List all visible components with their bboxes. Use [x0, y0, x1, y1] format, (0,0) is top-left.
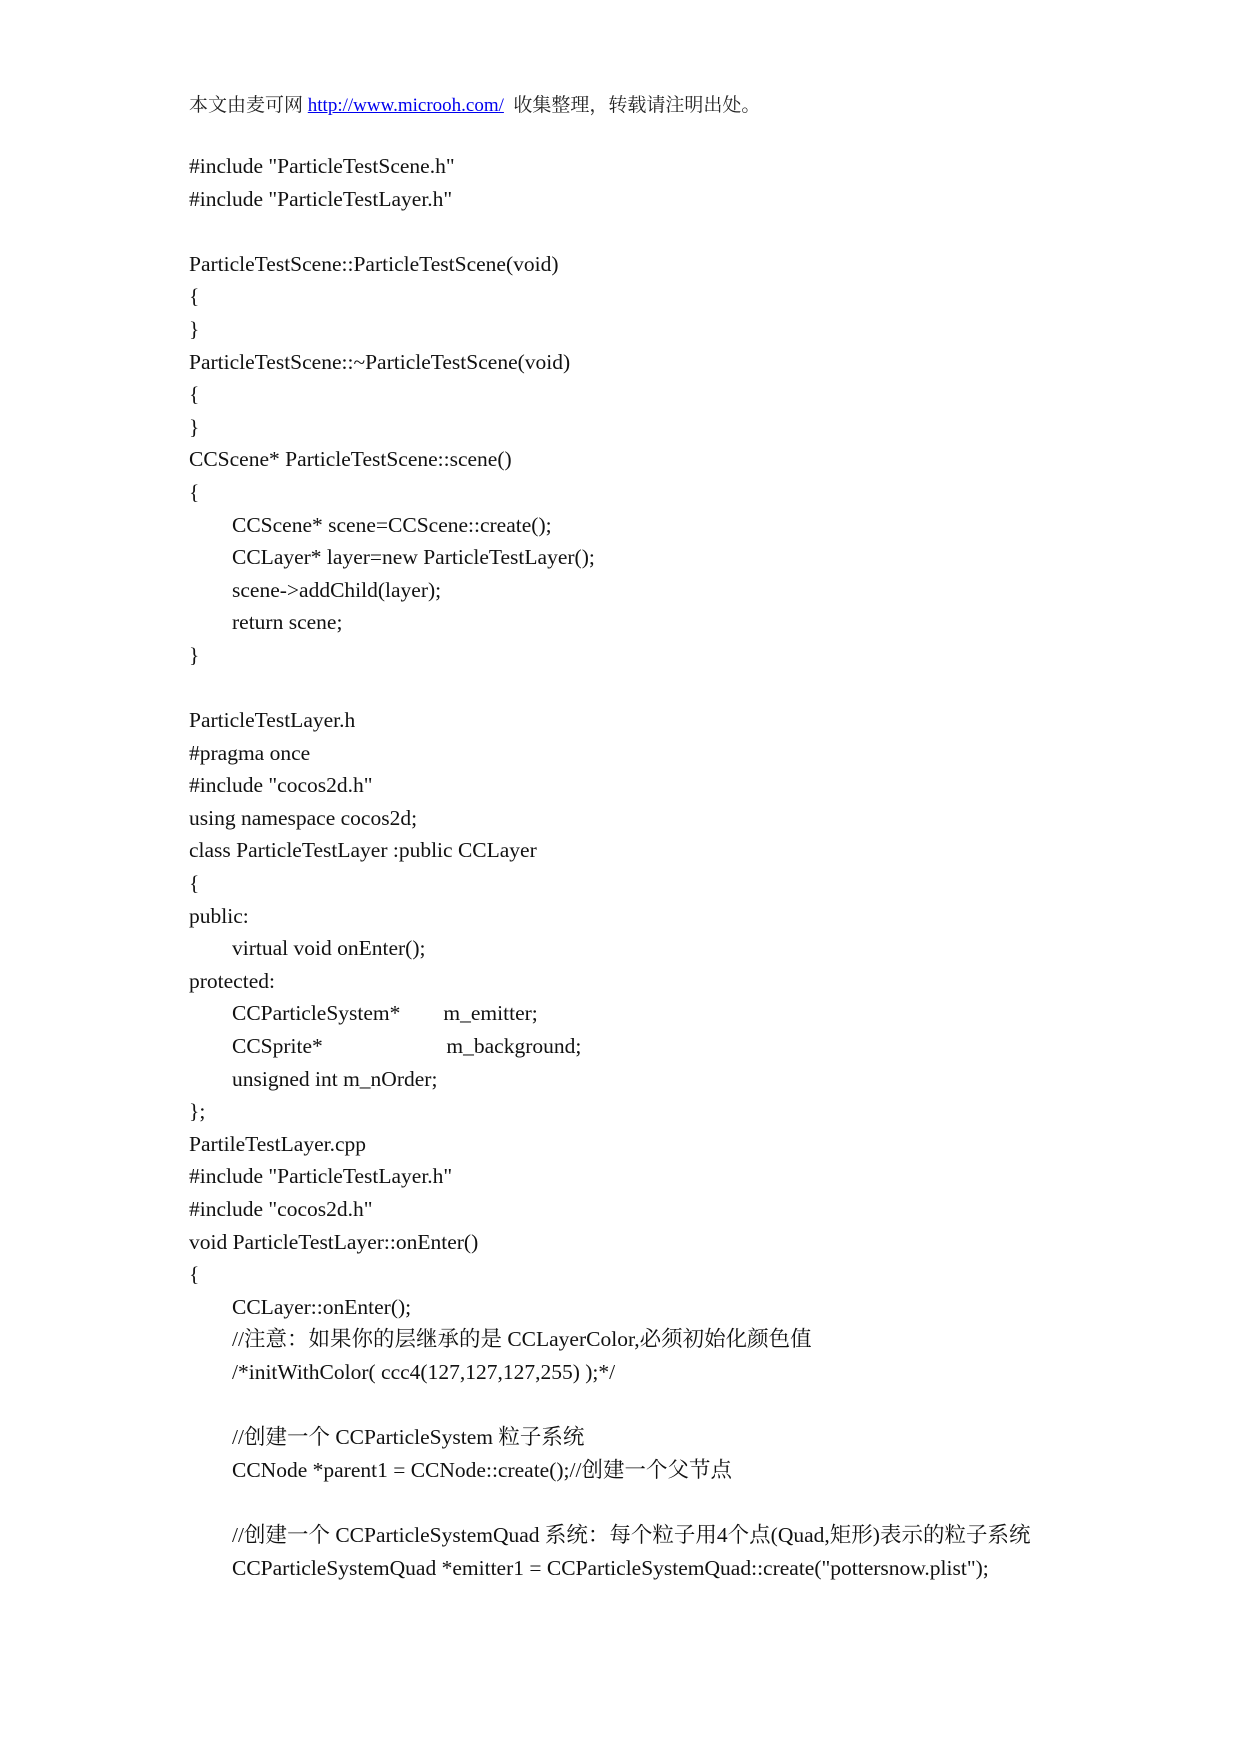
code-line: ParticleTestScene::~ParticleTestScene(void)	[189, 349, 571, 374]
source-link[interactable]: http://www.microoh.com/	[307, 95, 504, 116]
code-line: CCLayer* layer=new ParticleTestLayer();	[232, 545, 595, 570]
notice-prefix: 本文由麦可网	[189, 95, 308, 116]
code-line: }	[189, 642, 200, 667]
code-listing	[189, 150, 1189, 1584]
code-line: //创建一个 CCParticleSystemQuad 系统：每个粒子用4个点(Quad,矩形)表示的粒子系统	[232, 1522, 1031, 1547]
code-line: #pragma once	[189, 740, 311, 765]
code-line: CCLayer::onEnter();	[232, 1294, 412, 1319]
blank-line	[189, 215, 1189, 248]
code-line: void ParticleTestLayer::onEnter()	[189, 1229, 479, 1254]
code-line: ParticleTestLayer.h	[189, 708, 356, 733]
source-notice	[189, 90, 760, 117]
code-line: public:	[189, 903, 249, 928]
code-line: CCParticleSystemQuad *emitter1 = CCParticleSystemQuad::create("pottersnow.plist");	[232, 1555, 989, 1580]
code-line: CCScene* scene=CCScene::create();	[232, 512, 552, 537]
code-line: {	[189, 871, 200, 896]
code-line: using namespace cocos2d;	[189, 805, 418, 830]
code-line: ParticleTestScene::ParticleTestScene(void)	[189, 251, 559, 276]
code-line: };	[189, 1099, 206, 1124]
code-line: class ParticleTestLayer :public CCLayer	[189, 838, 537, 863]
blank-line	[189, 1486, 1189, 1519]
code-line: return scene;	[232, 610, 343, 635]
code-line: /*initWithColor( ccc4(127,127,127,255) );*/	[232, 1359, 616, 1384]
code-line: #include "ParticleTestLayer.h"	[189, 186, 453, 211]
code-line: virtual void onEnter();	[232, 936, 426, 961]
code-line: //创建一个 CCParticleSystem 粒子系统	[232, 1425, 585, 1450]
code-line: CCParticleSystem* m_emitter;	[232, 1001, 538, 1026]
code-line: #include "ParticleTestScene.h"	[189, 154, 455, 178]
code-line: #include "cocos2d.h"	[189, 1197, 373, 1221]
code-line: protected:	[189, 968, 275, 993]
code-line: {	[189, 284, 200, 309]
code-line: }	[189, 316, 200, 341]
code-line: CCScene* ParticleTestScene::scene()	[189, 447, 512, 472]
code-line: {	[189, 1262, 200, 1287]
code-line: CCNode *parent1 = CCNode::create();//创建一个父节点	[232, 1457, 732, 1482]
code-line: {	[189, 382, 200, 407]
blank-line	[189, 1389, 1189, 1422]
code-line: unsigned int m_nOrder;	[232, 1066, 438, 1091]
code-line: scene->addChild(layer);	[232, 577, 442, 602]
code-line: }	[189, 414, 200, 439]
code-line: PartileTestLayer.cpp	[189, 1131, 366, 1156]
blank-line	[189, 672, 1189, 705]
code-line: {	[189, 479, 200, 504]
code-line: //注意：如果你的层继承的是 CCLayerColor,必须初始化颜色值	[232, 1327, 812, 1352]
code-line: CCSprite* m_background;	[232, 1034, 582, 1059]
code-line: #include "ParticleTestLayer.h"	[189, 1164, 453, 1189]
notice-suffix: 收集整理，转载请注明出处。	[503, 95, 761, 116]
code-line: #include "cocos2d.h"	[189, 773, 373, 798]
